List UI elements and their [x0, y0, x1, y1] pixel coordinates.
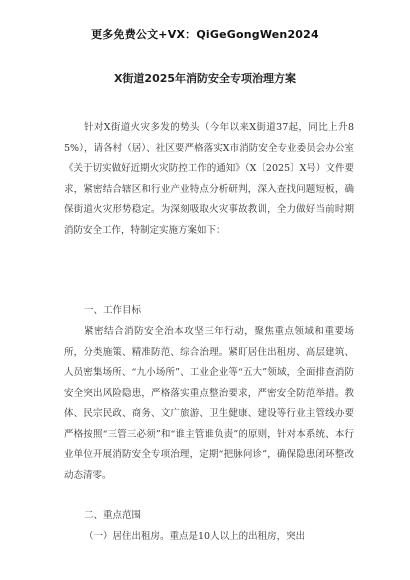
goals-paragraph: 紧密结合消防安全治本攻坚三年行动，聚焦重点领域和重要场所，分类施策、精准防范、综合治理。紧盯居住出租房、高层建筑、人员密集场所、“九小场所”、工业企业等“五大”领域，全面排查消防安全突出风险隐患，严格落实重点整治要求，严密安全防范举措。教体、民宗民政、商务、文广旅游、卫生健康、建设等行业主管线办要严格按照“三管三必须”和“谁主管谁负责”的原则，针对本系统、本行业单位开展消防安全专项治理，定期“把脉问诊”，确保隐患闭环整改动态清零。 [64, 326, 354, 481]
scope-item-1: （一）居住出租房。重点是10人以上的出租房，突出 [84, 531, 306, 542]
section-heading-goals: 一、工作目标 [84, 305, 142, 316]
document-title: X街道2025年消防安全专项治理方案 [113, 72, 297, 85]
watermark-text: 更多免费公文+VX：QiGeGongWen2024 [91, 28, 319, 41]
section-heading-scope: 二、重点范围 [84, 510, 142, 521]
intro-paragraph: 针对X街道火灾多发的势头（今年以来X街道37起，同比上升85%），请各村（居）、社区要严格落实X市消防安全专业委员会办公室《关于切实做好近期火灾防控工作的通知》（X〔2025〕X号）文件要求，紧密结合辖区和行业产业特点分析研判，深入查找问题短板，确保街道火灾形势稳定。为深刻吸取火灾事故教训，全力做好当前时期消防安全工作，特制定实施方案如下： [64, 122, 354, 236]
